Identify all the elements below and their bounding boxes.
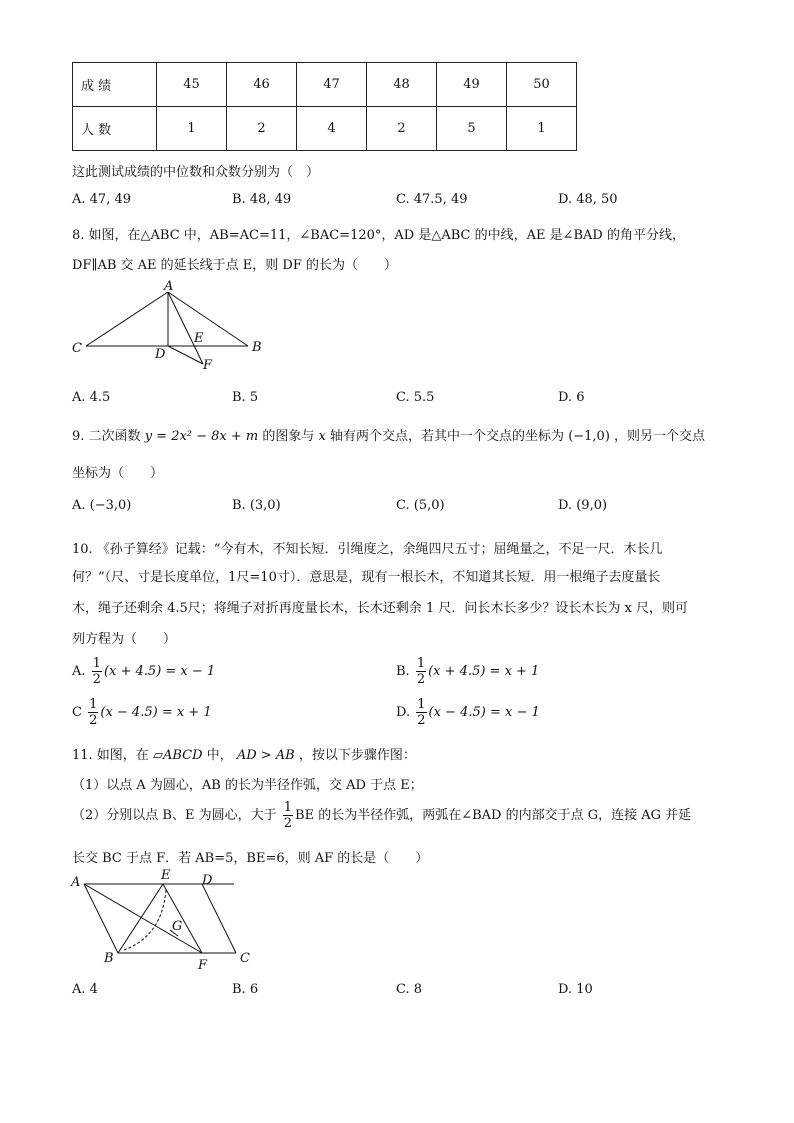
q10-line-2: 何？”（尺、寸是长度单位，1尺=10寸）．意思是，现有一根长木，不知道其长短．用一根绳子去度量长 <box>72 570 661 585</box>
line-dc <box>202 884 236 953</box>
q8-line-1: 8. 如图，在△ABC 中，AB=AC=11，∠BAC=120°，AD 是△ABC 的中线，AE 是∠BAD 的角平分线， <box>72 228 685 243</box>
q10-line-3: 木，绳子还剩余 4.5尺；将绳子对折再度量长木，长木还剩余 1 尺．问长木长多少？设长木长为 x 尺，则可 <box>72 601 688 616</box>
q11-option-c: C. 8 <box>396 982 423 997</box>
q8-option-d: D. 6 <box>558 390 585 405</box>
q11-option-b: B. 6 <box>232 982 259 997</box>
q11-option-d: D. 10 <box>558 982 593 997</box>
q10-option-d <box>396 697 540 728</box>
option-expr: (x + 4.5) = x − 1 <box>103 664 216 679</box>
line-ab <box>168 292 248 346</box>
line-df <box>168 346 203 364</box>
q11-step2-post: BE 的长为半径作弧，两弧在∠BAD 的内部交于点 G，连接 AG 并延 <box>295 808 692 823</box>
fraction-half: $\frac{1}{2}$ <box>283 800 293 831</box>
line-be <box>118 884 163 953</box>
label-a: A <box>71 875 81 890</box>
label-e: E <box>161 868 171 883</box>
q9-post: ，则另一个交点 <box>614 429 706 444</box>
option-label: C <box>72 705 82 720</box>
q7-option-d: D. 48, 50 <box>558 192 618 207</box>
table-cell: 45 <box>157 63 227 107</box>
q8-line-2: DF∥AB 交 AE 的延长线于点 E，则 DF 的长为（ ） <box>72 258 397 273</box>
line-ca <box>86 292 168 346</box>
label-e: E <box>194 331 204 346</box>
line-af <box>168 292 203 364</box>
table-row <box>73 107 577 151</box>
score-table <box>72 62 577 151</box>
q9-point: (−1,0) <box>568 429 610 444</box>
q9-x-var: x <box>318 429 326 444</box>
option-expr: (x − 4.5) = x − 1 <box>428 705 540 720</box>
q8-option-c: C. 5.5 <box>396 390 435 405</box>
q11-step-3: 长交 BC 于点 F．若 AB=5，BE=6，则 AF 的长是（ ） <box>72 851 429 866</box>
option-expr: (x + 4.5) = x + 1 <box>428 664 540 679</box>
table-cell: 47 <box>297 63 367 107</box>
q11-parallelogram-figure <box>66 866 266 971</box>
option-label: A. <box>72 664 86 679</box>
q10-line-1: 10. 《孙子算经》记载：“今有木，不知长短．引绳度之，余绳四尺五寸；屈绳量之，不足一尺．木长几 <box>72 542 663 557</box>
table-cell: 50 <box>507 63 577 107</box>
q10-option-c <box>72 697 212 728</box>
table-cell: 49 <box>437 63 507 107</box>
line-ef <box>163 884 202 953</box>
q9-mid: 的图象与 <box>262 429 315 444</box>
q11-prefix: 11. 如图，在 <box>72 748 149 763</box>
q9-equation: y = 2x² − 8x + m <box>144 429 259 444</box>
label-d: D <box>155 347 166 362</box>
q11-line-1 <box>72 744 416 763</box>
q11-option-a: A. 4 <box>72 982 98 997</box>
q7-option-c: C. 47.5, 49 <box>396 192 468 207</box>
label-c: C <box>72 341 82 356</box>
q11-mid: 中， <box>206 748 233 763</box>
q7-option-b: B. 48, 49 <box>232 192 292 207</box>
q11-step-1: （1）以点 A 为圆心，AB 的长为半径作弧，交 AD 于点 E； <box>72 778 423 793</box>
fraction-half: $\frac{1}{2}$ <box>92 656 101 687</box>
table-cell: 48 <box>367 63 437 107</box>
q7-stem: 这此测试成绩的中位数和众数分别为（ ） <box>72 165 320 180</box>
q9-option-a: A. (−3,0) <box>72 498 132 513</box>
q10-option-a <box>72 656 215 687</box>
q8-option-b: B. 5 <box>232 390 259 405</box>
q8-triangle-figure <box>66 278 276 378</box>
q9-option-c: C. (5,0) <box>396 498 445 513</box>
label-f: F <box>198 958 208 971</box>
label-a: A <box>164 279 174 294</box>
fraction-half: $\frac{1}{2}$ <box>89 697 98 728</box>
label-d: D <box>202 873 213 888</box>
label-b: B <box>104 951 114 966</box>
table-cell: 1 <box>507 107 577 151</box>
label-g: G <box>172 919 183 934</box>
option-label: B. <box>396 664 410 679</box>
q11-parallelogram: ▱ABCD <box>152 748 203 763</box>
q10-option-b <box>396 656 539 687</box>
q7-option-a: A. 47, 49 <box>72 192 132 207</box>
option-expr: (x − 4.5) = x + 1 <box>100 705 212 720</box>
option-label: D. <box>396 705 411 720</box>
q10-line-4: 列方程为（ ） <box>72 632 177 647</box>
q11-step2-pre: （2）分别以点 B、E 为圆心，大于 <box>72 808 277 823</box>
q9-line-2: 坐标为（ ） <box>72 466 164 481</box>
line-af <box>84 884 202 953</box>
q11-inequality: AD > AB <box>236 748 295 763</box>
table-header-count: 人 数 <box>73 107 157 151</box>
q9-line-1 <box>72 425 705 444</box>
table-row <box>73 63 577 107</box>
table-cell: 2 <box>367 107 437 151</box>
q9-prefix: 9. 二次函数 <box>72 429 141 444</box>
table-cell: 1 <box>157 107 227 151</box>
q9-mid2: 轴有两个交点，若其中一个交点的坐标为 <box>330 429 565 444</box>
q9-option-b: B. (3,0) <box>232 498 281 513</box>
label-c: C <box>240 951 250 966</box>
q11-step-2 <box>72 800 691 831</box>
fraction-half: $\frac{1}{2}$ <box>416 656 426 687</box>
table-cell: 4 <box>297 107 367 151</box>
label-b: B <box>252 340 262 355</box>
q11-post: ，按以下步骤作图： <box>298 748 416 763</box>
fraction-half: $\frac{1}{2}$ <box>417 697 426 728</box>
q9-option-d: D. (9,0) <box>558 498 608 513</box>
table-header-score: 成 绩 <box>73 63 157 107</box>
table-cell: 5 <box>437 107 507 151</box>
q8-option-a: A. 4.5 <box>72 390 111 405</box>
label-f: F <box>203 358 213 373</box>
table-cell: 46 <box>227 63 297 107</box>
table-cell: 2 <box>227 107 297 151</box>
